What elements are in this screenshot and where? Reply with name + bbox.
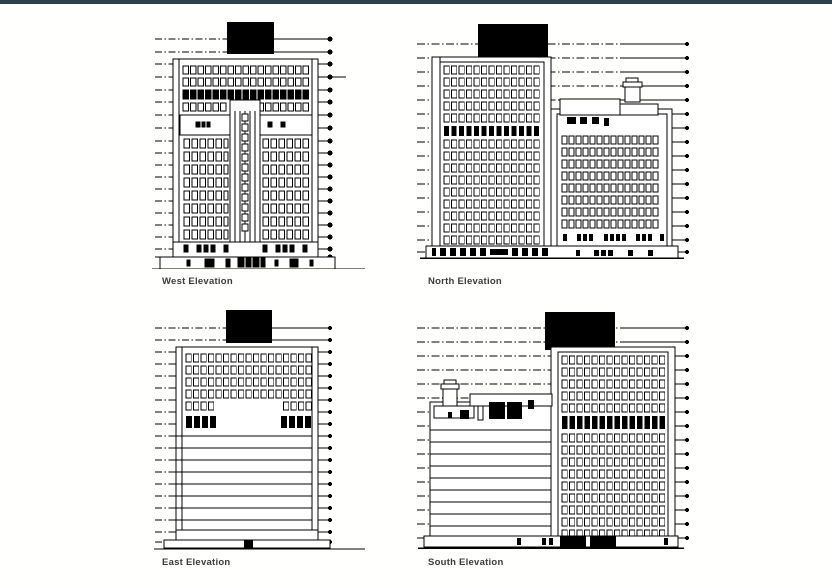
south-elevation-drawing (412, 302, 707, 557)
caption-east-elevation: East Elevation (162, 557, 231, 568)
north-cupola (623, 78, 642, 102)
west-elevation-drawing (150, 14, 390, 269)
south-roof-block (545, 312, 615, 350)
caption-west-elevation: West Elevation (162, 276, 233, 287)
east-roof-block (226, 310, 272, 343)
north-roof-block (478, 24, 548, 58)
elevation-panel-south (412, 302, 707, 568)
caption-south-elevation: South Elevation (428, 557, 504, 568)
elevation-panel-west (150, 14, 390, 287)
west-roof-block (227, 22, 274, 54)
east-elevation-drawing (150, 302, 390, 557)
elevation-panel-north (412, 14, 707, 287)
caption-north-elevation: North Elevation (428, 276, 502, 287)
south-cupola (441, 380, 459, 406)
elevation-panel-east (150, 302, 390, 568)
drawing-sheet (0, 4, 832, 588)
north-elevation-drawing (412, 14, 707, 269)
